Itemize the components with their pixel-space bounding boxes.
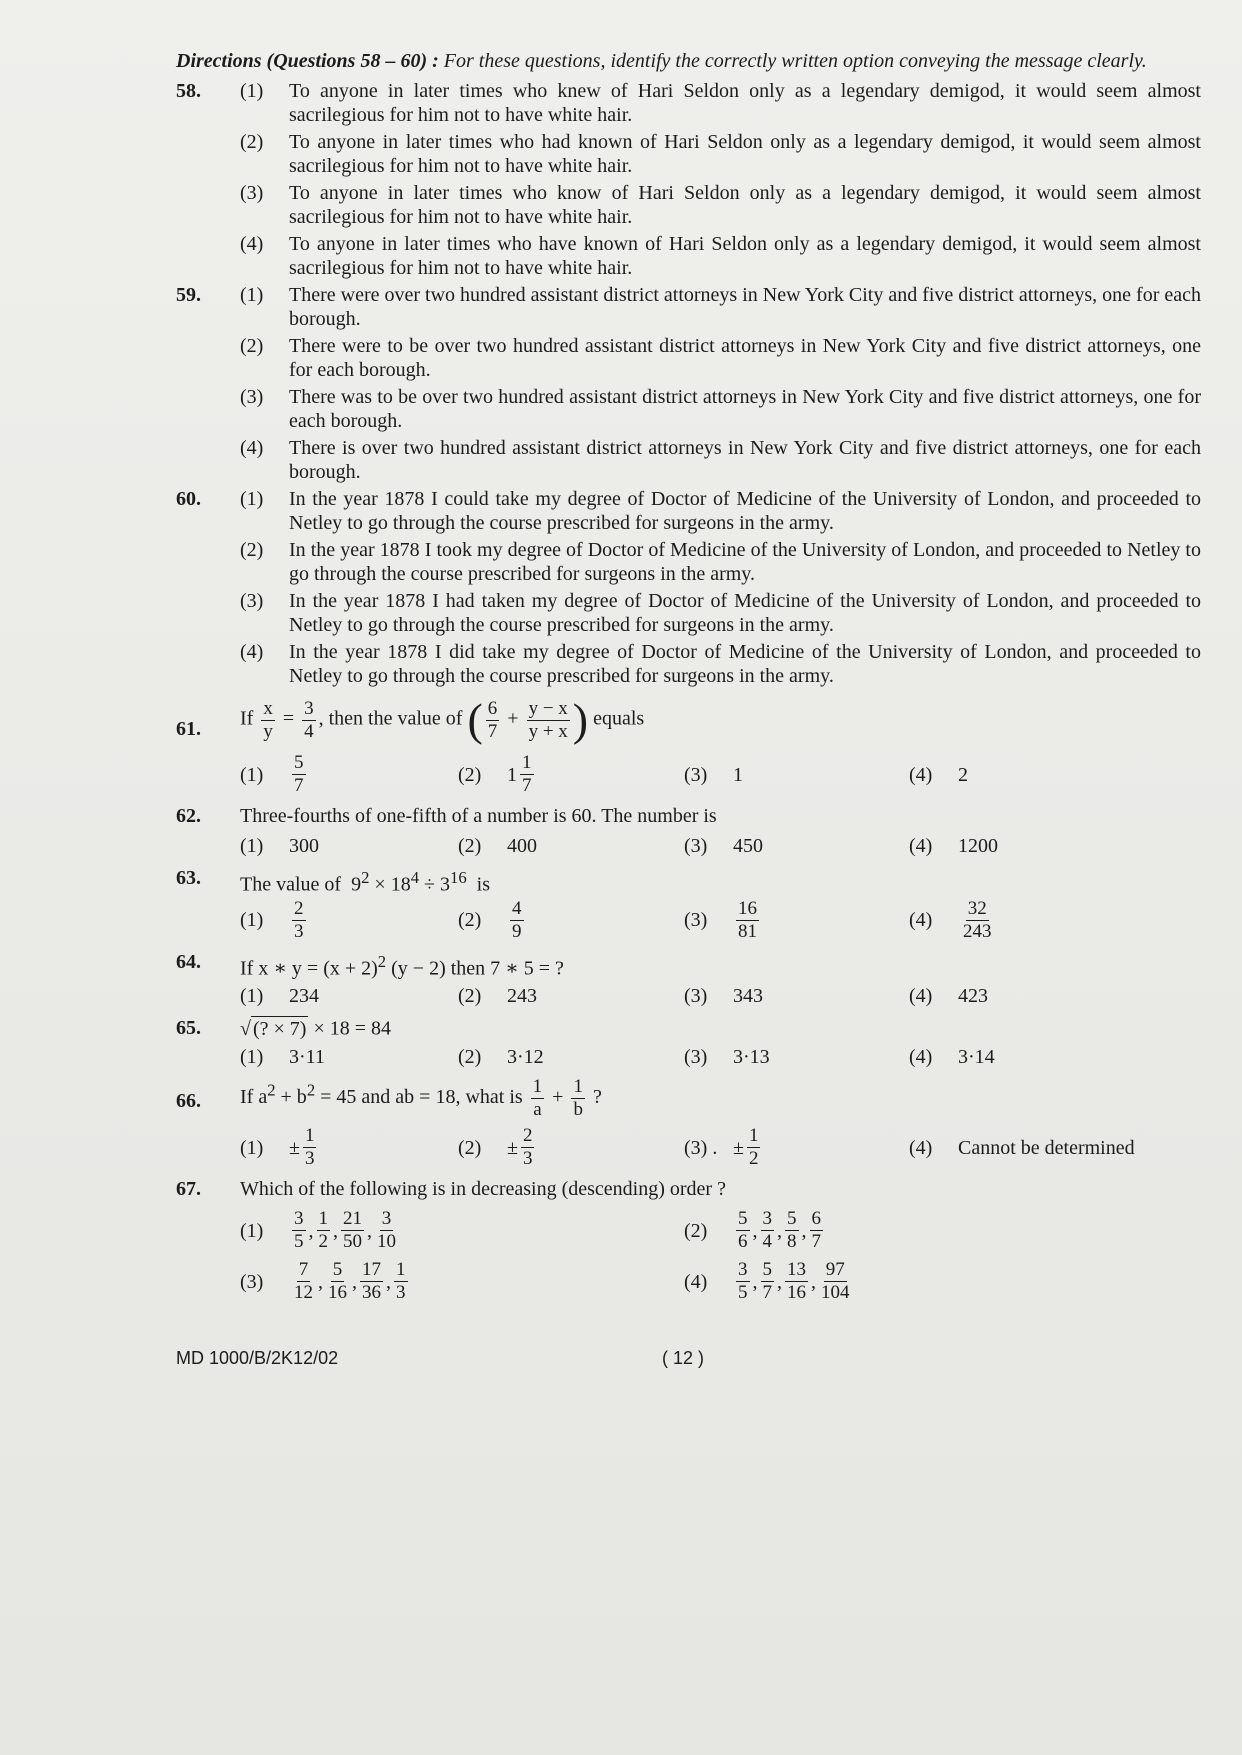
option-text: In the year 1878 I did take my degree of Doctor of Medicine of the University of London, and proceeded to Netley to go through the course prescribed for surgeons in the army. [289, 641, 1201, 687]
option[interactable]: (2) $\frac{5}{6}$ , $\frac{3}{4}$ , $\frac{5}{8}$ , $\frac{6}{7}$ [684, 1208, 821, 1253]
fraction: $\frac{1}{2}$ [748, 1125, 759, 1170]
fraction: $\frac{2}{3}$ [522, 1125, 533, 1170]
option-label: (1) [240, 909, 264, 932]
option-text: 423 [958, 985, 988, 1008]
question-stem: If $a^2 + b^2 = 45$ and ab = 18, what is $\frac{1}{a}$ + $\frac{1}{b}$ ? [240, 1076, 602, 1121]
option-label: (3) [240, 1270, 264, 1293]
option[interactable] [240, 834, 458, 858]
options-row [240, 1260, 1201, 1303]
stem-text: = [282, 707, 295, 730]
fraction: $\frac{2}{3}$ [294, 897, 304, 942]
option-label: (2) [458, 1046, 482, 1069]
question-stem: If $\frac{x}{y}$ = $\frac{3}{4}$ , then the value of ( $\frac{6}{7}$ + $\frac{y - x}{y + x}$ ) equals [240, 694, 645, 745]
option[interactable]: (2) 1 $\frac{1}{7}$ [458, 752, 532, 796]
option-label: (4) [909, 1136, 933, 1159]
options-row [240, 1045, 1201, 1069]
option[interactable] [240, 181, 1201, 229]
option[interactable] [458, 834, 684, 858]
option[interactable]: (3) $\frac{7}{12}$ , $\frac{5}{16}$ , $\frac{17}{36}$ , $\frac{1}{3}$ [240, 1259, 406, 1304]
option-text: 2 [958, 763, 968, 786]
option[interactable] [684, 834, 909, 858]
options-row [240, 834, 1201, 858]
option[interactable]: (3) . ± $\frac{1}{2}$ [684, 1125, 759, 1170]
option[interactable]: (2) ± $\frac{2}{3}$ [458, 1125, 533, 1170]
fraction: $\frac{7}{12}$ [294, 1259, 313, 1304]
fraction: $\frac{13}{16}$ [787, 1259, 806, 1304]
question-65 [176, 1016, 1201, 1069]
option-label: (3) [240, 182, 264, 204]
option-text: In the year 1878 I could take my degree of Doctor of Medicine of the University of London, and proceeded to Netley to go through the course prescribed for surgeons in the army. [289, 488, 1201, 534]
page-number: ( 12 ) [662, 1348, 705, 1368]
question-number: 58. [176, 80, 201, 102]
option-text: 3·11 [289, 1046, 325, 1069]
option-label: (1) [240, 763, 264, 786]
fraction: $\frac{3}{10}$ [377, 1208, 396, 1253]
option[interactable] [240, 1045, 458, 1069]
option[interactable] [909, 1045, 1199, 1069]
fraction: $\frac{32}{243}$ [963, 897, 992, 942]
option-text: 3·13 [733, 1046, 770, 1069]
option-text: There were to be over two hundred assistant district attorneys in New York City and five district attorneys, one for each borough. [289, 335, 1201, 381]
option-text: 3·14 [958, 1046, 995, 1069]
options-row [240, 984, 1201, 1008]
question-67 [176, 1177, 1201, 1303]
option-label: (2) [458, 909, 482, 932]
fraction: $\frac{4}{9}$ [512, 897, 522, 942]
option[interactable] [909, 1136, 1199, 1160]
option-text: There is over two hundred assistant district attorneys in New York City and five district attorneys, one for each borough. [289, 437, 1201, 483]
options-row [240, 899, 1201, 942]
option-label: (2) [458, 763, 482, 786]
option-text: 1200 [958, 835, 998, 857]
page-content [176, 48, 1201, 1311]
question-stem: √ (? × 7) × 18 = 84 [240, 1017, 392, 1041]
question-stem: The value of $9^2 \times 18^4 \div 3^{16}$ is [240, 868, 490, 896]
option-text: Cannot be determined [958, 1136, 1135, 1159]
option-label: (3) [240, 590, 264, 612]
option-text: 300 [289, 835, 319, 857]
option-text: In the year 1878 I took my degree of Doctor of Medicine of the University of London, and proceeded to Netley to go through the course prescribed for surgeons in the army. [289, 539, 1201, 585]
option-label: (1) [240, 284, 264, 306]
option[interactable] [240, 640, 1201, 688]
option-label: (1) [240, 1219, 264, 1242]
option-text: There were over two hundred assistant district attorneys in New York City and five district attorneys, one for each borough. [289, 284, 1201, 330]
option[interactable] [240, 334, 1201, 382]
question-number: 64. [176, 950, 201, 973]
option-label: (2) [458, 1136, 482, 1159]
option-label: (1) [240, 1136, 264, 1159]
option-text: 234 [289, 985, 319, 1008]
option-label: (4) [909, 985, 933, 1008]
directions [176, 48, 1201, 75]
fraction: $\frac{1}{2}$ [318, 1208, 328, 1253]
question-64 [176, 950, 1201, 1009]
option-label: (3) [684, 909, 708, 932]
stem-text: If [240, 707, 254, 730]
option-text: 343 [733, 985, 763, 1008]
question-number: 67. [176, 1178, 201, 1201]
question-stem: Three-fourths of one-fifth of a number is 60. The number is [240, 805, 717, 827]
directions-heading: Directions (Questions 58 – 60) : [176, 50, 439, 72]
option-label: (4) [909, 835, 933, 857]
question-59 [176, 283, 1201, 484]
fraction: $\frac{1}{7}$ [522, 752, 532, 796]
question-66 [176, 1077, 1201, 1169]
fraction: $\frac{97}{104}$ [821, 1259, 850, 1304]
option-text: To anyone in later times who knew of Hari Seldon only as a legendary demigod, it would seem almost sacrilegious for him not to have white hair. [289, 80, 1201, 126]
option[interactable] [240, 436, 1201, 484]
option-label: (4) [909, 1046, 933, 1069]
option-label: (3) . [684, 1136, 718, 1159]
option-label: (4) [240, 641, 264, 663]
option[interactable] [240, 487, 1201, 535]
question-61 [176, 694, 1201, 796]
option-label: (2) [240, 131, 264, 153]
fraction: $\frac{3}{5}$ [294, 1208, 304, 1253]
option-text: 3·12 [507, 1046, 544, 1069]
fraction: $\frac{3}{5}$ [738, 1259, 748, 1304]
option-text: 400 [507, 835, 537, 857]
stem-text: , then the value of [318, 707, 463, 730]
question-number: 65. [176, 1017, 201, 1040]
option-text: To anyone in later times who know of Hari Seldon only as a legendary demigod, it would seem almost sacrilegious for him not to have white hair. [289, 182, 1201, 228]
option[interactable] [684, 899, 909, 942]
fraction: $\frac{5}{7}$ [294, 752, 304, 796]
option-text: To anyone in later times who have known of Hari Seldon only as a legendary demigod, it would seem almost sacrilegious for him not to have white hair. [289, 233, 1201, 279]
fraction: $\frac{6}{7}$ [487, 697, 498, 742]
question-58 [176, 79, 1201, 280]
question-62 [176, 804, 1201, 858]
option-label: (3) [684, 763, 708, 786]
option[interactable] [240, 589, 1201, 637]
option-label: (1) [240, 80, 264, 102]
option-label: (1) [240, 1046, 264, 1069]
fraction: $\frac{y - x}{y + x}$ [528, 697, 568, 742]
option-label: (3) [684, 835, 708, 857]
question-60 [176, 487, 1201, 688]
option[interactable] [909, 899, 1199, 942]
option-text: To anyone in later times who had known of Hari Seldon only as a legendary demigod, it would seem almost sacrilegious for him not to have white hair. [289, 131, 1201, 177]
option[interactable] [240, 753, 458, 796]
option[interactable] [458, 1045, 684, 1069]
directions-text: For these questions, identify the correctly written option conveying the message clearly. [443, 50, 1147, 72]
question-number: 63. [176, 867, 201, 889]
option[interactable] [458, 899, 684, 942]
option[interactable] [909, 763, 1199, 787]
fraction: $\frac{17}{36}$ [362, 1259, 381, 1304]
fraction: $\frac{21}{50}$ [343, 1208, 362, 1253]
fraction: $\frac{6}{7}$ [811, 1208, 821, 1253]
fraction: $\frac{5}{8}$ [787, 1208, 797, 1253]
option[interactable] [684, 763, 909, 787]
option-label: (3) [240, 386, 264, 408]
options-row [240, 753, 1201, 796]
question-stem: If x ∗ $y = (x + 2)^2$ (y − 2) then 7 ∗ 5 = ? [240, 951, 564, 980]
option[interactable] [240, 232, 1201, 280]
square-root: √ (? × 7) [240, 1017, 307, 1041]
fraction: $\frac{1}{b}$ [573, 1076, 583, 1121]
option[interactable] [909, 834, 1199, 858]
option[interactable] [240, 283, 1201, 331]
option[interactable]: (1) $\frac{3}{5}$ , $\frac{1}{2}$ , $\frac{21}{50}$ , $\frac{3}{10}$ [240, 1208, 396, 1253]
option[interactable] [240, 538, 1201, 586]
option-text: 450 [733, 835, 763, 857]
option-text: 243 [507, 985, 537, 1008]
question-number: 66. [176, 1090, 201, 1113]
option-label: (2) [458, 835, 482, 857]
question-stem: Which of the following is in decreasing (descending) order ? [240, 1178, 726, 1201]
option[interactable] [240, 899, 458, 942]
fraction: $\frac{5}{6}$ [738, 1208, 748, 1253]
option-label: (2) [684, 1219, 708, 1242]
options-row [240, 1209, 1201, 1252]
option[interactable] [240, 130, 1201, 178]
option[interactable]: (1) ± $\frac{1}{3}$ [240, 1125, 315, 1170]
stem-text: + [507, 707, 519, 730]
option[interactable] [684, 1045, 909, 1069]
fraction: $\frac{3}{4}$ [304, 697, 314, 742]
fraction: $\frac{3}{4}$ [762, 1208, 772, 1253]
option-label: (3) [684, 985, 708, 1008]
option-label: (4) [909, 763, 933, 786]
option[interactable] [909, 984, 1199, 1008]
option-label: (2) [240, 539, 264, 561]
booklet-code: MD 1000/B/2K12/02 [176, 1348, 339, 1368]
option[interactable] [684, 984, 909, 1008]
question-number: 59. [176, 284, 201, 306]
question-number: 60. [176, 488, 201, 510]
option[interactable]: (4) $\frac{3}{5}$ , $\frac{5}{7}$ , $\frac{13}{16}$ , $\frac{97}{104}$ [684, 1259, 850, 1304]
option[interactable] [240, 984, 458, 1008]
option-label: (4) [240, 437, 264, 459]
option-text: In the year 1878 I had taken my degree of Doctor of Medicine of the University of London, and proceeded to Netley to go through the course prescribed for surgeons in the army. [289, 590, 1201, 636]
option-text: 1 [733, 763, 743, 786]
option-label: (3) [684, 1046, 708, 1069]
fraction: $\frac{x}{y}$ [263, 697, 273, 742]
option-label: (1) [240, 488, 264, 510]
fraction: $\frac{1}{3}$ [304, 1125, 315, 1170]
option-label: (2) [240, 335, 264, 357]
question-63 [176, 866, 1201, 942]
option[interactable] [240, 385, 1201, 433]
fraction: $\frac{16}{81}$ [738, 897, 757, 942]
fraction: $\frac{5}{16}$ [328, 1259, 347, 1304]
question-number: 62. [176, 805, 201, 827]
option-label: (4) [240, 233, 264, 255]
option[interactable] [240, 79, 1201, 127]
fraction: $\frac{1}{3}$ [396, 1259, 406, 1304]
stem-text: equals [593, 707, 645, 730]
option[interactable] [458, 984, 684, 1008]
option-text: There was to be over two hundred assistant district attorneys in New York City and five district attorneys, one for each borough. [289, 386, 1201, 432]
option-label: (1) [240, 835, 264, 857]
fraction: $\frac{5}{7}$ [762, 1259, 772, 1304]
option-label: (1) [240, 985, 264, 1008]
option-label: (2) [458, 985, 482, 1008]
option-label: (4) [684, 1270, 708, 1293]
option-label: (4) [909, 909, 933, 932]
fraction: $\frac{1}{a}$ [532, 1076, 543, 1121]
options-row [240, 1126, 1201, 1169]
question-number: 61. [176, 718, 201, 740]
